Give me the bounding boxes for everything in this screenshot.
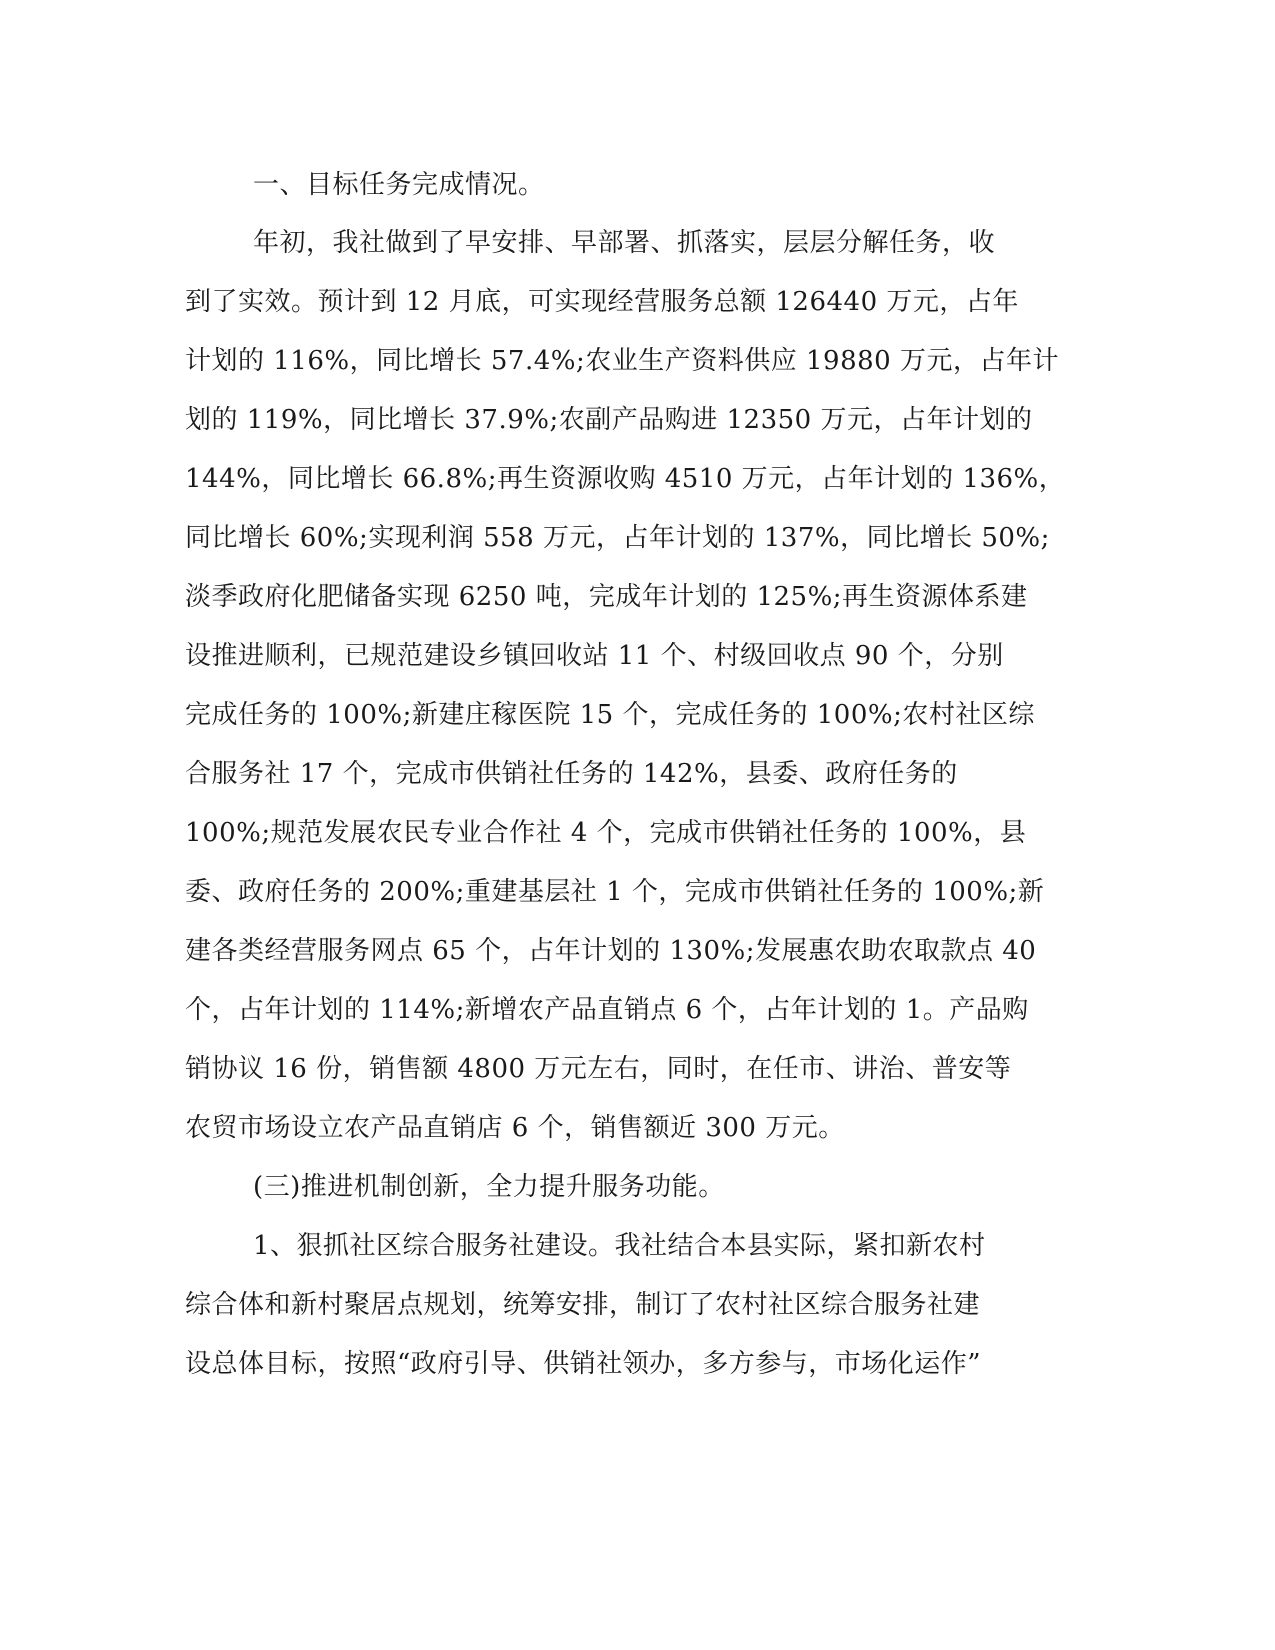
- paragraph-line: 委、政府任务的 200%;重建基层社 1 个，完成市供销社任务的 100%;新: [185, 877, 1045, 907]
- paragraph-line: 100%;规范发展农民专业合作社 4 个，完成市供销社任务的 100%，县: [185, 818, 1027, 848]
- paragraph-line: 144%，同比增长 66.8%;再生资源收购 4510 万元，占年计划的 136%，: [185, 464, 1066, 494]
- paragraph-line: 合服务社 17 个，完成市供销社任务的 142%，县委、政府任务的: [185, 759, 958, 789]
- paragraph-line: 设推进顺利，已规范建设乡镇回收站 11 个、村级回收点 90 个，分别: [185, 641, 1004, 671]
- paragraph-line: 设总体目标，按照“政府引导、供销社领办，多方参与，市场化运作”: [185, 1349, 982, 1379]
- paragraph-line: 同比增长 60%;实现利润 558 万元，占年计划的 137%，同比增长 50%;: [185, 523, 1050, 553]
- paragraph-line: 个，占年计划的 114%;新增农产品直销点 6 个，占年计划的 1。产品购: [185, 995, 1029, 1025]
- paragraph-line: 年初，我社做到了早安排、早部署、抓落实，层层分解任务，收: [253, 228, 996, 258]
- heading-target-completion: 一、目标任务完成情况。: [253, 170, 545, 200]
- paragraph-line: 完成任务的 100%;新建庄稼医院 15 个，完成任务的 100%;农村社区综: [185, 700, 1035, 730]
- paragraph-line: 农贸市场设立农产品直销店 6 个，销售额近 300 万元。: [185, 1113, 845, 1143]
- paragraph-line: 销协议 16 份，销售额 4800 万元左右，同时，在任市、讲治、普安等: [185, 1054, 1012, 1084]
- section-heading-mechanism-innovation: (三)推进机制创新，全力提升服务功能。: [253, 1172, 725, 1202]
- paragraph-line: 划的 119%，同比增长 37.9%;农副产品购进 12350 万元，占年计划的: [185, 405, 1033, 435]
- paragraph-line: 综合体和新村聚居点规划，统筹安排，制订了农村社区综合服务社建: [185, 1290, 981, 1320]
- paragraph-line: 1、狠抓社区综合服务社建设。我社结合本县实际，紧扣新农村: [253, 1231, 986, 1261]
- paragraph-line: 淡季政府化肥储备实现 6250 吨，完成年计划的 125%;再生资源体系建: [185, 582, 1028, 612]
- paragraph-line: 计划的 116%，同比增长 57.4%;农业生产资料供应 19880 万元，占年计: [185, 346, 1059, 376]
- paragraph-line: 建各类经营服务网点 65 个，占年计划的 130%;发展惠农助农取款点 40: [185, 936, 1037, 966]
- paragraph-line: 到了实效。预计到 12 月底，可实现经营服务总额 126440 万元，占年: [185, 287, 1019, 317]
